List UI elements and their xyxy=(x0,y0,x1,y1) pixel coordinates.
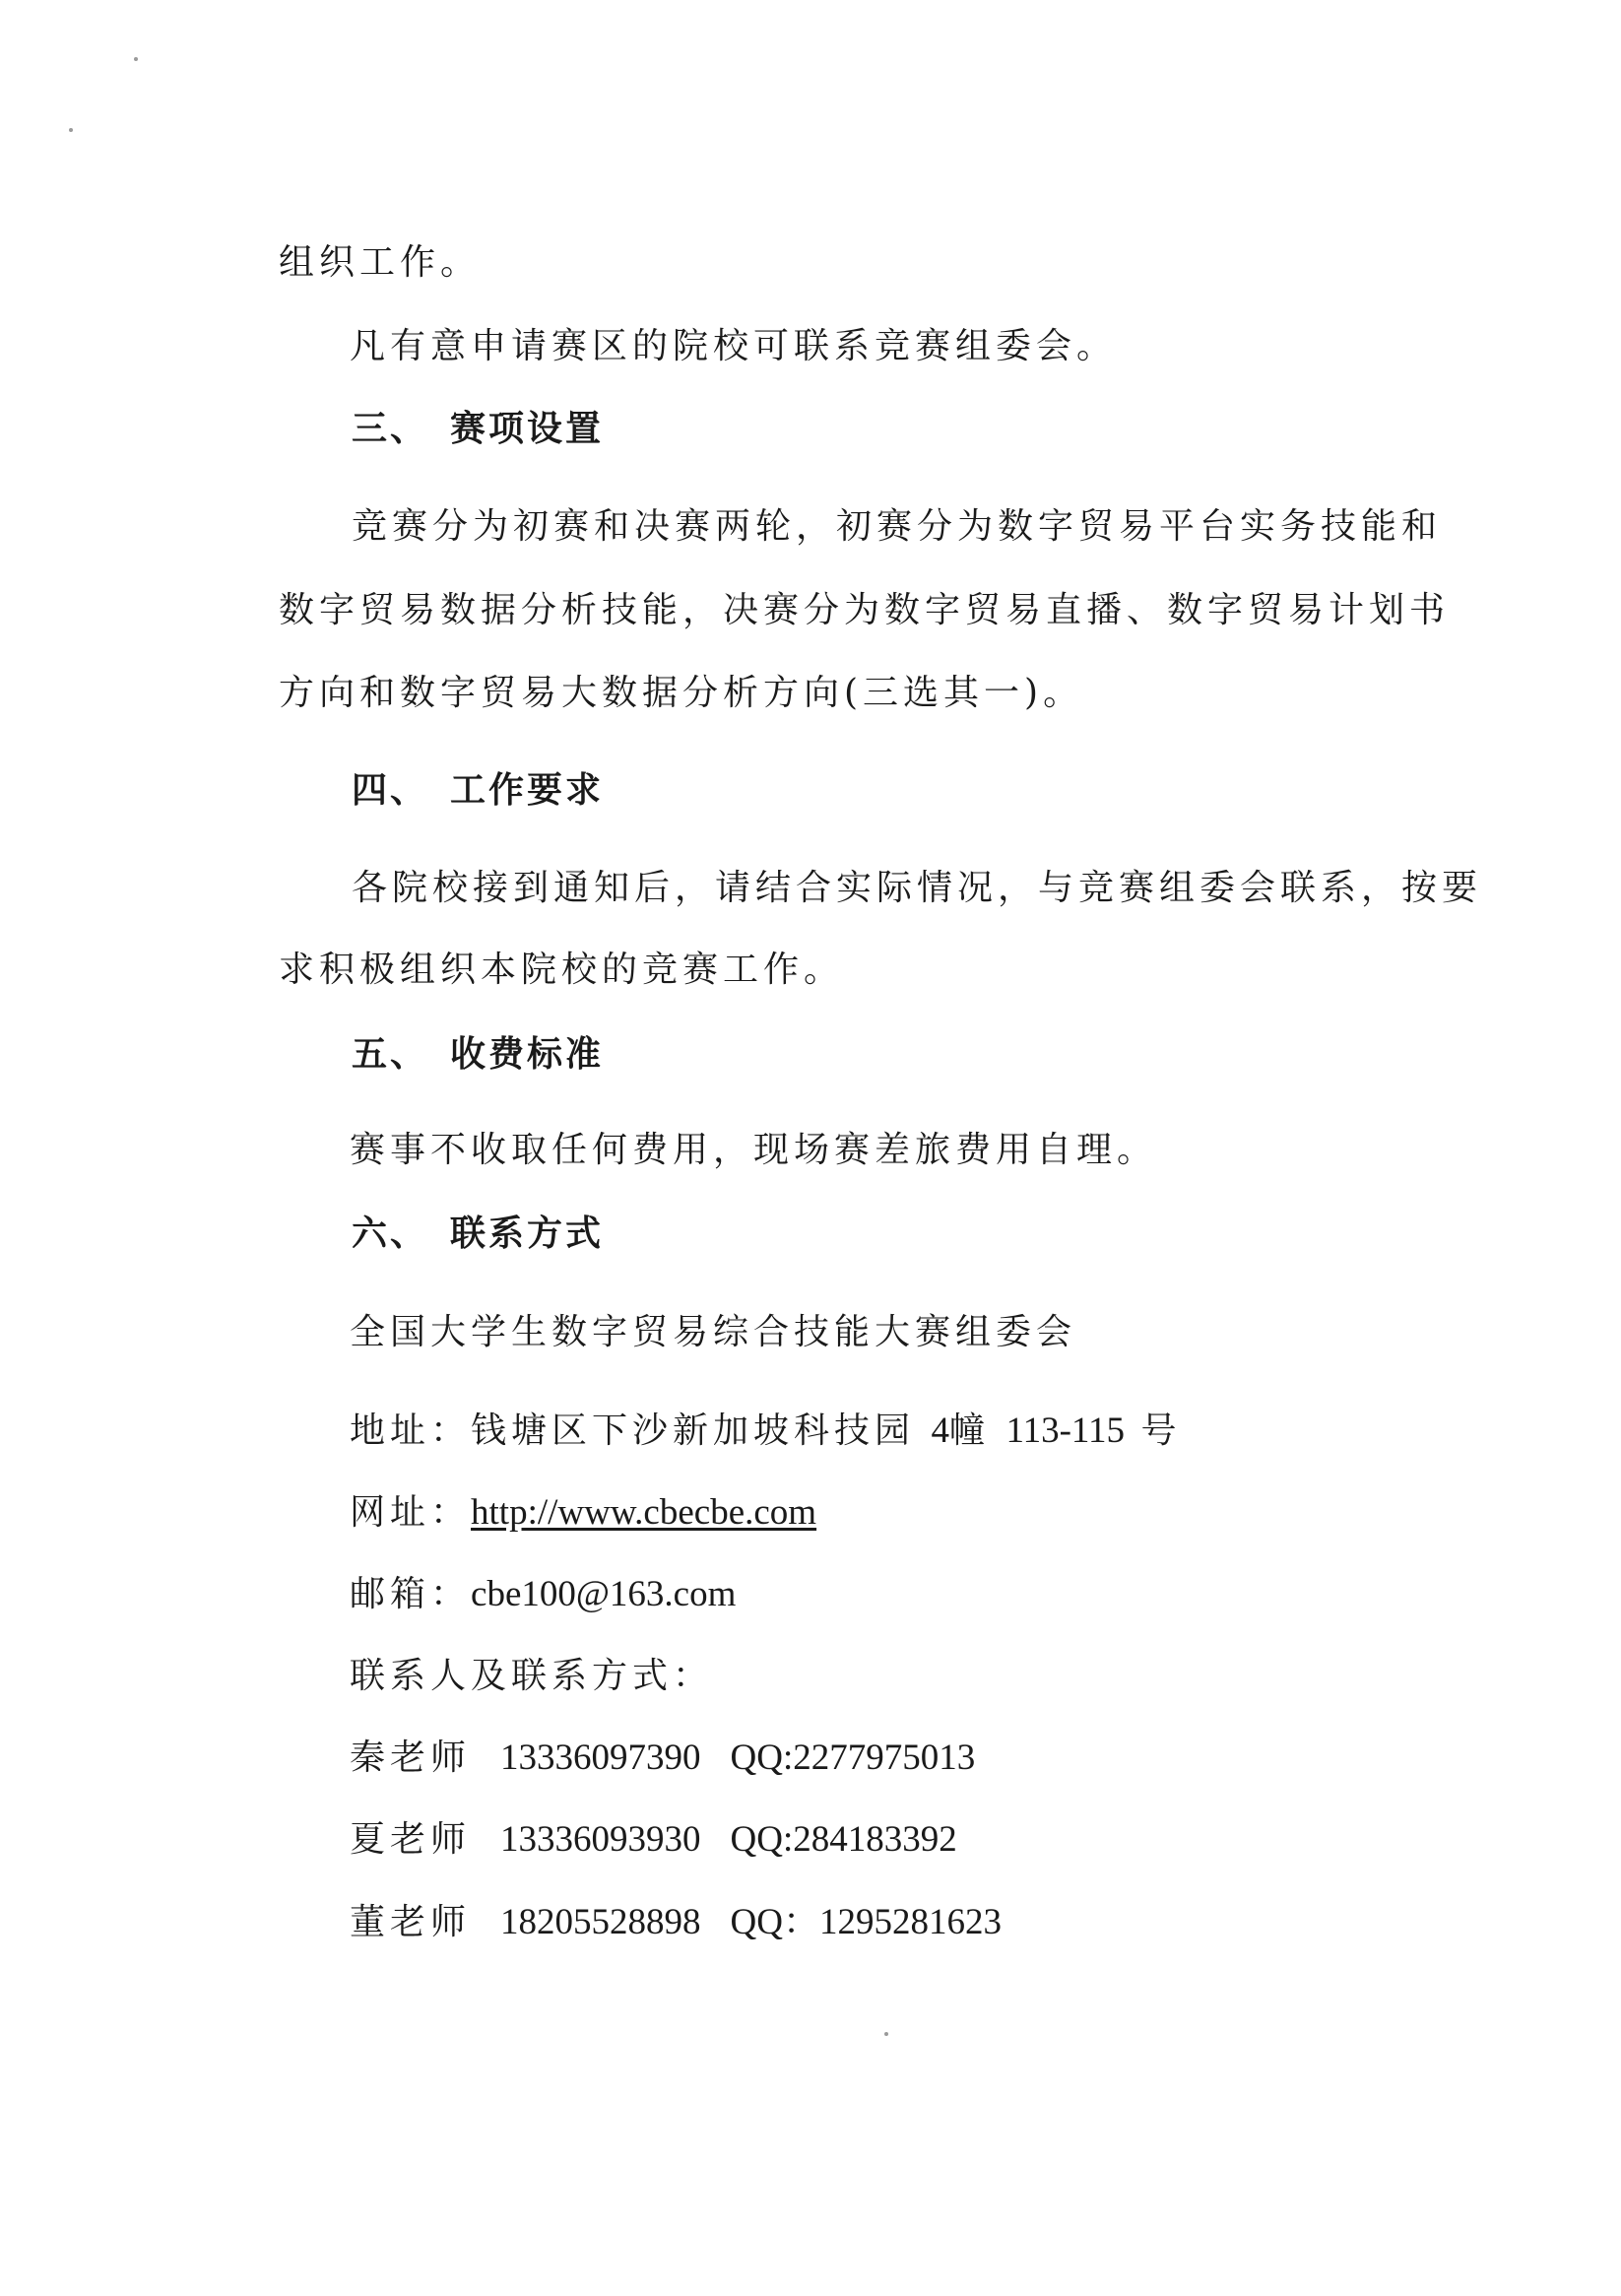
address-room: 113-115 xyxy=(1005,1410,1126,1451)
section-title: 赛项设置 xyxy=(450,408,605,449)
paragraph-line: 赛事不收取任何费用，现场赛差旅费用自理。 xyxy=(350,1130,1158,1170)
contact-person-row xyxy=(350,1901,1002,1944)
person-phone: 13336093930 xyxy=(500,1819,701,1860)
section-number: 六、 xyxy=(352,1213,429,1254)
paragraph-line: 组织工作。 xyxy=(279,242,482,283)
contact-organization: 全国大学生数字贸易综合技能大赛组委会 xyxy=(350,1312,1077,1352)
contact-person-row xyxy=(350,1737,975,1780)
scan-speck xyxy=(884,2032,888,2036)
paragraph-line: 方向和数字贸易大数据分析方向(三选其一)。 xyxy=(279,673,1084,713)
person-name: 秦老师 xyxy=(350,1738,472,1778)
website-label: 网址： xyxy=(350,1492,472,1533)
paragraph-line: 竞赛分为初赛和决赛两轮，初赛分为数字贸易平台实务技能和 xyxy=(352,506,1443,547)
person-qq: QQ:2277975013 xyxy=(730,1738,976,1778)
scan-speck xyxy=(69,128,73,132)
person-phone: 13336097390 xyxy=(500,1738,701,1778)
address-text: 钱塘区下沙新加坡科技园 xyxy=(471,1410,916,1451)
paragraph-line: 数字贸易数据分析技能，决赛分为数字贸易直播、数字贸易计划书 xyxy=(279,590,1451,630)
section-number: 五、 xyxy=(352,1033,429,1075)
section-title: 工作要求 xyxy=(450,769,605,811)
section-title: 联系方式 xyxy=(450,1213,605,1254)
paragraph-line: 凡有意申请赛区的院校可联系竞赛组委会。 xyxy=(350,326,1118,366)
section-number: 三、 xyxy=(352,408,429,449)
scan-speck xyxy=(134,57,138,61)
address-number: 4 xyxy=(931,1410,949,1451)
paragraph-line: 求积极组织本院校的竞赛工作。 xyxy=(279,950,845,990)
contact-email xyxy=(350,1573,736,1616)
website-link[interactable]: http://www.cbecbe.com xyxy=(471,1492,817,1533)
address-building: 幢 xyxy=(948,1410,990,1451)
person-phone: 18205528898 xyxy=(500,1902,701,1942)
section-heading xyxy=(352,1212,604,1255)
person-qq: QQ：1295281623 xyxy=(730,1902,1002,1942)
contact-address xyxy=(350,1410,1182,1453)
section-heading xyxy=(352,1032,604,1076)
address-suffix: 号 xyxy=(1140,1410,1182,1451)
section-heading xyxy=(352,768,604,812)
section-heading xyxy=(352,407,604,450)
address-label: 地址： xyxy=(350,1410,472,1451)
contact-website xyxy=(350,1491,816,1535)
section-number: 四、 xyxy=(352,769,429,811)
email-label: 邮箱： xyxy=(350,1574,472,1614)
person-name: 夏老师 xyxy=(350,1819,472,1860)
email-address: cbe100@163.com xyxy=(471,1574,737,1614)
paragraph-line: 各院校接到通知后，请结合实际情况，与竞赛组委会联系，按要 xyxy=(352,868,1483,908)
person-name: 董老师 xyxy=(350,1902,472,1942)
person-qq: QQ:284183392 xyxy=(730,1819,957,1860)
contact-person-row xyxy=(350,1818,957,1862)
contact-persons-label: 联系人及联系方式： xyxy=(350,1656,714,1696)
section-title: 收费标准 xyxy=(450,1033,605,1075)
